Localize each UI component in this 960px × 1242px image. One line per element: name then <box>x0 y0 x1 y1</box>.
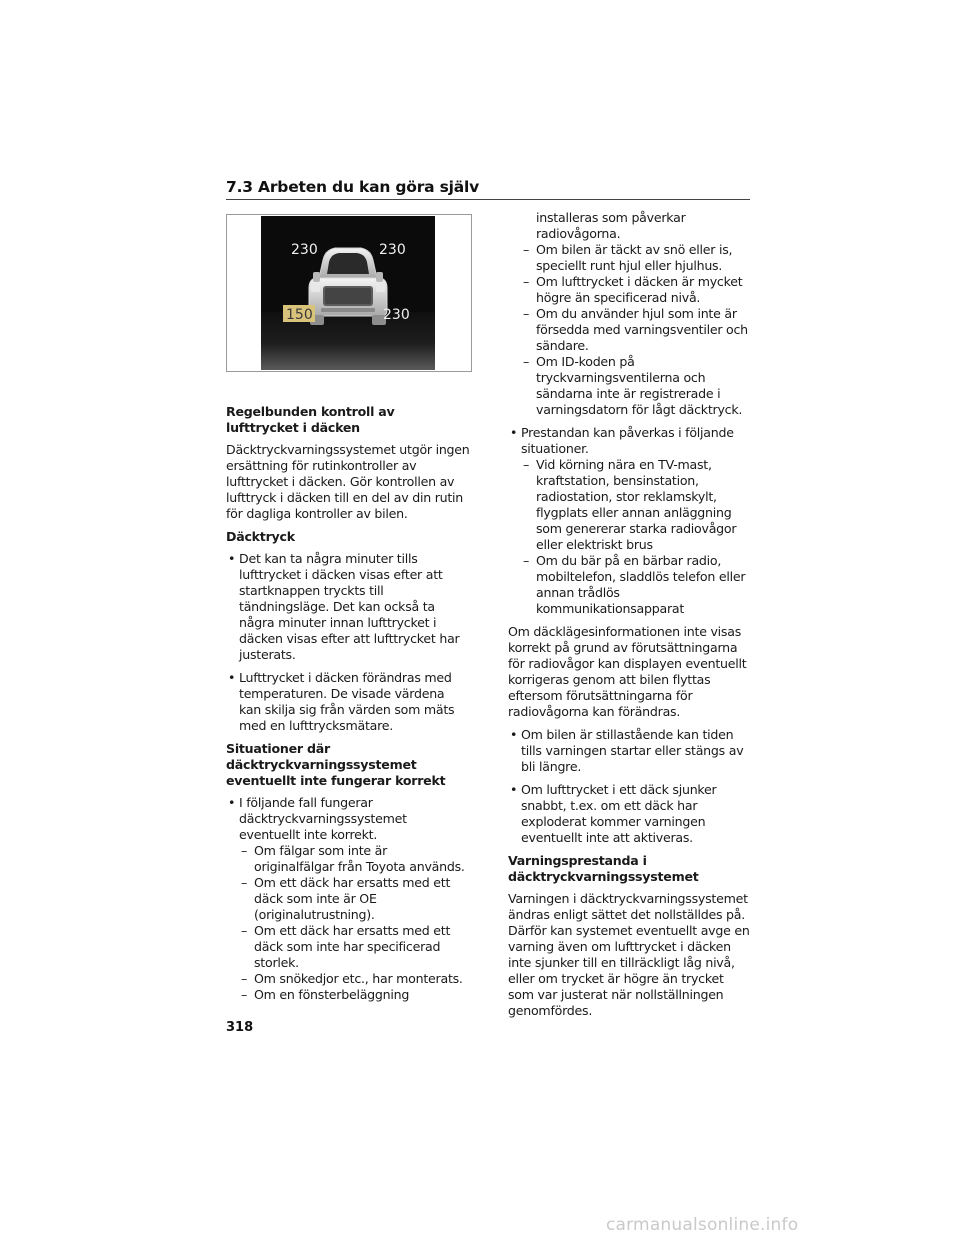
tire-pressure-list <box>226 551 470 734</box>
list-item-text: Lufttrycket i däcken förändras med temperaturen. De visade värdena kan skilja sig från värden som mäts med en lufttrycksmätare. <box>239 670 455 733</box>
sublist-item-text: Om ID-koden på tryckvarningsventilerna och sändarna inte är registrerade i varningsdatorn för lågt däcktryck. <box>536 354 743 417</box>
sublist-item-text: Om fälgar som inte är originalfälgar från Toyota används. <box>254 843 465 874</box>
list-item-text: I följande fall fungerar däcktryckvarningssystemet eventuellt inte korrekt. <box>239 795 407 842</box>
sublist-item-text: Om du bär på en bärbar radio, mobiltelefon, sladdlös telefon eller annan trådlös kommunikationsapparat <box>536 553 746 616</box>
list-item <box>508 782 752 846</box>
sublist-item <box>521 242 752 274</box>
list-item <box>226 795 470 1003</box>
list-item <box>508 425 752 617</box>
front-left-pressure: 230 <box>291 242 318 258</box>
section-heading-regular-check: Regelbunden kontroll av lufttrycket i däcken <box>226 404 395 435</box>
sublist-item-text: Om ett däck har ersatts med ett däck som inte är OE (originalutrustning). <box>254 875 451 922</box>
sublist-item-text: Om bilen är täckt av snö eller is, speciellt runt hjul eller hjulhus. <box>536 242 733 273</box>
performance-list <box>508 425 752 617</box>
performance-sublist <box>521 457 752 617</box>
paragraph-warning-performance: Varningen i däcktryckvarningssystemet ändras enligt sättet det nollställdes på. Därför kan systemet eventuellt avge en varning även om lufttrycket i däcken inte sjunker till en tillräckligt låg nivå, eller om trycket är högre än trycket som var justerat när nollställningen genomfördes. <box>508 891 750 1018</box>
warning-timing-list <box>508 727 752 846</box>
watermark: carmanualsonline.info <box>606 1215 799 1235</box>
sublist-item-text: installeras som påverkar radiovågorna. <box>536 210 686 241</box>
sublist-item-text: Om du använder hjul som inte är försedda med varningsventiler och sändare. <box>536 306 748 353</box>
list-item-text: Om bilen är stillastående kan tiden tills varningen startar eller stängs av bli längre. <box>521 727 744 774</box>
paragraph-regular-check: Däcktryckvarningssystemet utgör ingen ersättning för rutinkontroller av lufttrycket i däcken. Gör kontrollen av lufttryck i däcken till en del av din rutin för dagliga kontroller av bilen. <box>226 442 470 521</box>
sublist-item <box>239 987 470 1003</box>
paragraph-radio-conditions: Om däcklägesinformationen inte visas korrekt på grund av förutsättningarna för radiovågor kan displayen eventuellt korrigeras genom att bilen flyttas eftersom förutsättningarna för radiovågorna kan förändras. <box>508 624 747 719</box>
list-item-text: Det kan ta några minuter tills lufttrycket i däcken visas efter att startknappen tryckts till tändningsläge. Det kan också ta några minuter innan lufttrycket i däcken visas efter att lufttrycket har justerats. <box>239 551 460 662</box>
tire-pressure-display <box>261 216 435 370</box>
sublist-item-text: Om en fönsterbeläggning <box>254 987 410 1002</box>
rear-right-pressure: 230 <box>383 307 410 323</box>
list-item-text: Prestandan kan påverkas i följande situationer. <box>521 425 734 456</box>
sublist-item-text: Om snökedjor etc., har monterats. <box>254 971 463 986</box>
section-heading-warning-performance: Varningsprestanda i däcktryckvarningssystemet <box>508 853 699 884</box>
sublist-item <box>239 875 470 923</box>
left-column <box>226 404 470 1010</box>
list-item-text: Om lufttrycket i ett däck sjunker snabbt, t.ex. om ett däck har exploderat kommer varningen eventuellt inte att aktiveras. <box>521 782 717 845</box>
sublist-item-text: Om ett däck har ersatts med ett däck som inte har specificerad storlek. <box>254 923 451 970</box>
page-header-title: 7.3 Arbeten du kan göra själv <box>226 178 480 196</box>
list-item <box>508 727 752 775</box>
page-number: 318 <box>226 1020 254 1035</box>
sublist-item <box>521 354 752 418</box>
malfunction-list <box>226 795 470 1003</box>
sublist-item-text: Om lufttrycket i däcken är mycket högre än specificerad nivå. <box>536 274 743 305</box>
section-heading-tire-pressure: Däcktryck <box>226 529 295 544</box>
rear-left-pressure-warning: 150 <box>286 307 313 323</box>
sublist-item <box>239 923 470 971</box>
sublist-item <box>521 457 752 553</box>
header-rule <box>226 199 750 200</box>
sublist-item-text: Vid körning nära en TV-mast, kraftstation, bensinstation, radiostation, stor reklamskylt, flygplats eller annan anläggning som genererar starka radiovågor eller elektriskt brus <box>536 457 737 552</box>
sublist-item <box>521 553 752 617</box>
malfunction-sublist-continued <box>521 210 752 418</box>
sublist-item <box>239 843 470 875</box>
sublist-item <box>521 306 752 354</box>
malfunction-sublist <box>239 843 470 1003</box>
tire-pressure-display-figure <box>226 214 472 372</box>
list-item <box>226 551 470 663</box>
section-heading-malfunction-situations: Situationer där däcktryckvarningssystemet eventuellt inte fungerar korrekt <box>226 741 446 788</box>
sublist-item-continued <box>521 210 752 242</box>
sublist-item <box>239 971 470 987</box>
sublist-item <box>521 274 752 306</box>
right-column <box>508 210 752 1026</box>
list-item <box>226 670 470 734</box>
front-right-pressure: 230 <box>379 242 406 258</box>
